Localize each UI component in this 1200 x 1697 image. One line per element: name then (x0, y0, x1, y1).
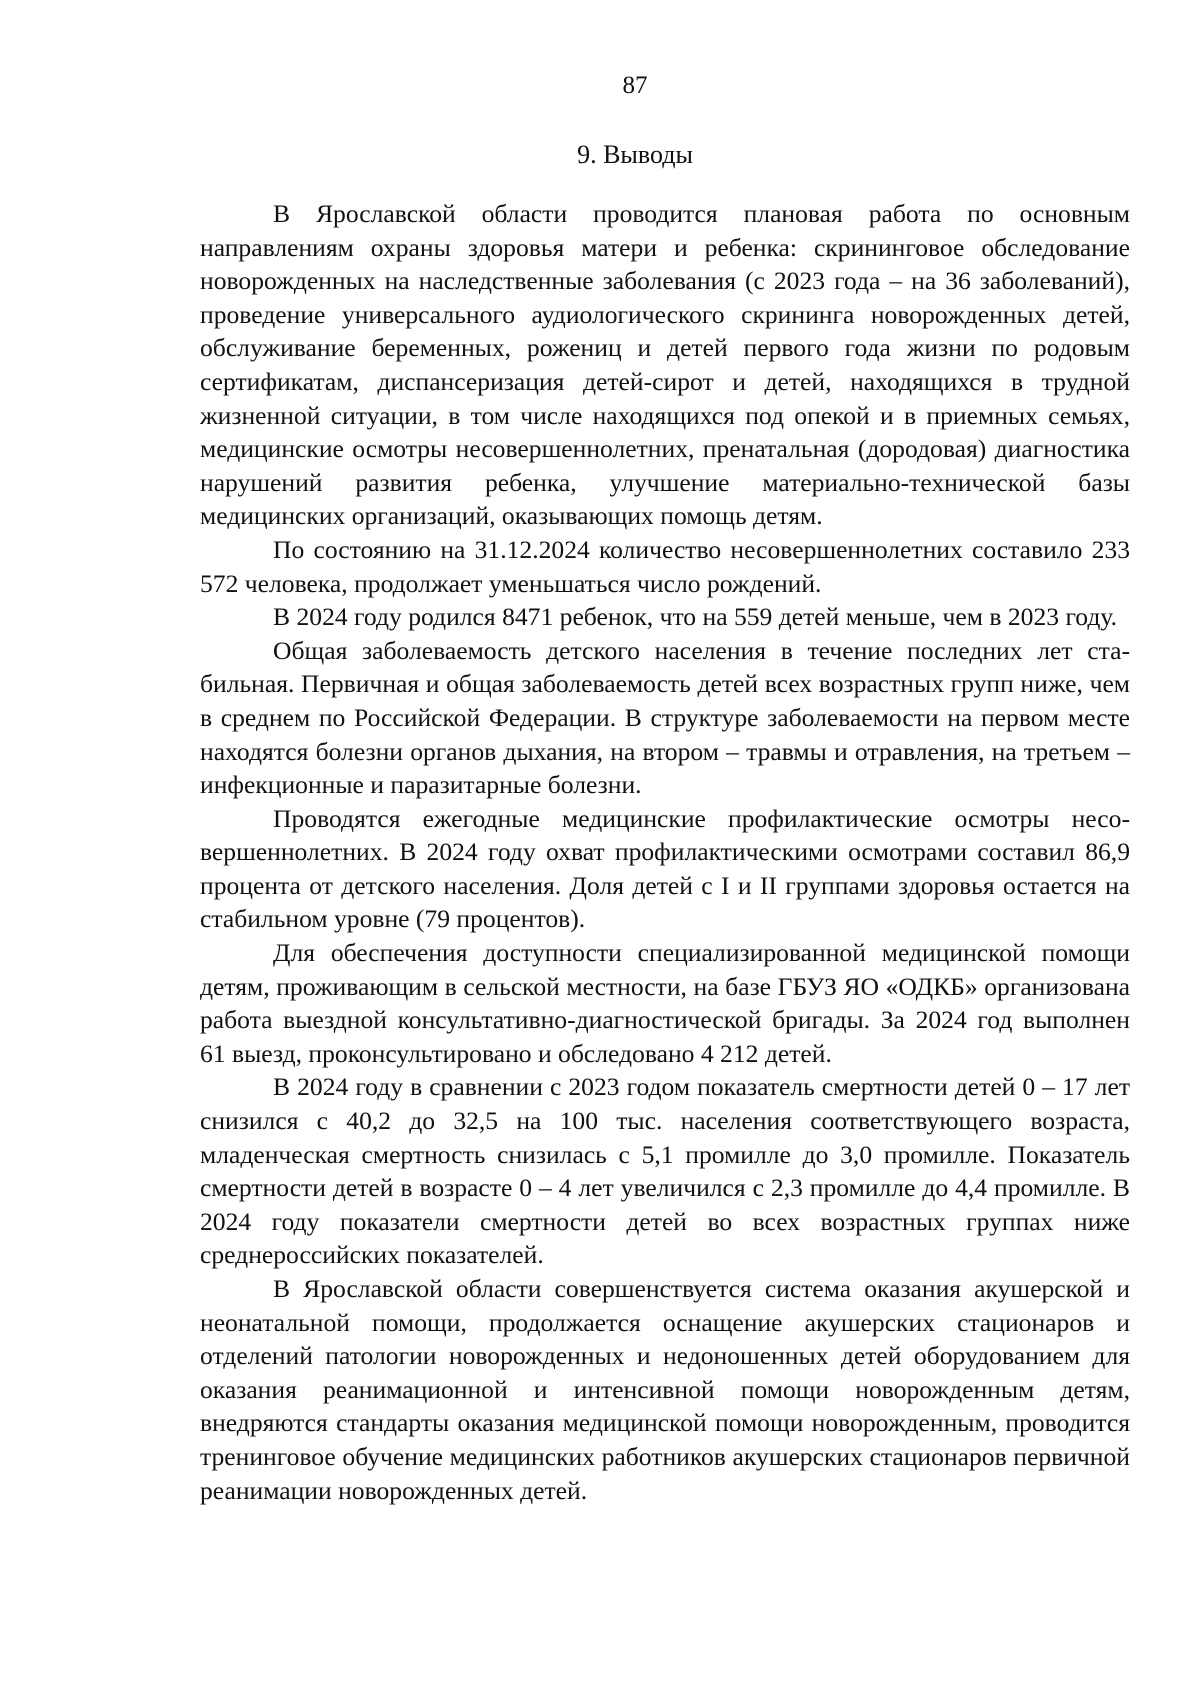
body-text (200, 197, 1130, 1507)
paragraph: В 2024 году в сравнении с 2023 годом показатель смертности детей 0 – 17 лет снизился с 40,2 до 32,5 на 100 тыс. населения соответствующего возраста, младенческая смертность снизилась с 5,1 промилле до 3,0 промилле. Показатель смертности детей в возрасте 0 – 4 лет увеличился с 2,3 промилле до 4,4 промилле. В 2024 году показатели смертности детей во всех возрастных группах ниже среднероссийских показателей. (200, 1072, 1130, 1270)
paragraph: В Ярославской области проводится плановая работа по основным направлениям охраны здоровья матери и ребенка: скрининговое обследование новорожденных на наследственные заболевания (с 2023 года – на 36 заболеваний), проведение универсального аудиологического скрининга новорожденных детей, обслуживание беременных, рожениц и детей первого года жизни по родовым сертификатам, диспансеризация детей-сирот и детей, находящихся в трудной жизненной ситуации, в том числе находящихся под опекой и в приемных семьях, медицинские осмотры несовершеннолетних, пренатальная (дородовая) диагностика нарушений развития ребенка, улучшение материально-технической базы медицинских организаций, оказывающих помощь детям. (200, 199, 1130, 531)
paragraph: В 2024 году родился 8471 ребенок, что на 559 детей меньше, чем в 2023 году. (273, 602, 1118, 632)
paragraph: Для обеспечения доступности специализированной медицинской помощи детям, проживающим в сельской местности, на базе ГБУЗ ЯО «ОДКБ» организована работа выездной консультативно-диагностической бригады. За 2024 год выполнен 61 выезд, проконсультировано и обследовано 4 212 детей. (200, 938, 1130, 1068)
paragraph: Проводятся ежегодные медицинские профилактические осмотры несовершеннолетних. В 2024 году охват профилактическими осмотрами составил 86,9 процента от детского населения. Доля детей с I и II группами здоровья остается на стабильном уровне (79 процентов). (200, 803, 1130, 934)
paragraph: По состоянию на 31.12.2024 количество несовершеннолетних составило 233 572 человека, продолжает уменьшаться число рождений. (200, 534, 1130, 598)
page-number: 87 (622, 72, 648, 99)
section-title: 9. Выводы (577, 140, 693, 169)
paragraph: Общая заболеваемость детского населения в течение последних лет стабильная. Первичная и общая заболеваемость детей всех возрастных групп ниже, чем в среднем по Российской Федерации. В структуре заболеваемости на первом месте находятся болезни органов дыхания, на втором – травмы и отравления, на третьем – инфекционные и паразитарные болезни. (200, 635, 1130, 800)
paragraph: В Ярославской области совершенствуется система оказания акушерской и неонатальной помощи, продолжается оснащение акушерских стационаров и отделений патологии новорожденных и недоношенных детей оборудованием для оказания реанимационной и интенсивной помощи новорожденным детям, внедряются стандарты оказания медицинской помощи новорожденным, проводится тренинговое обучение медицинских работников акушерских стационаров первичной реанимации новорожденных детей. (200, 1274, 1130, 1505)
